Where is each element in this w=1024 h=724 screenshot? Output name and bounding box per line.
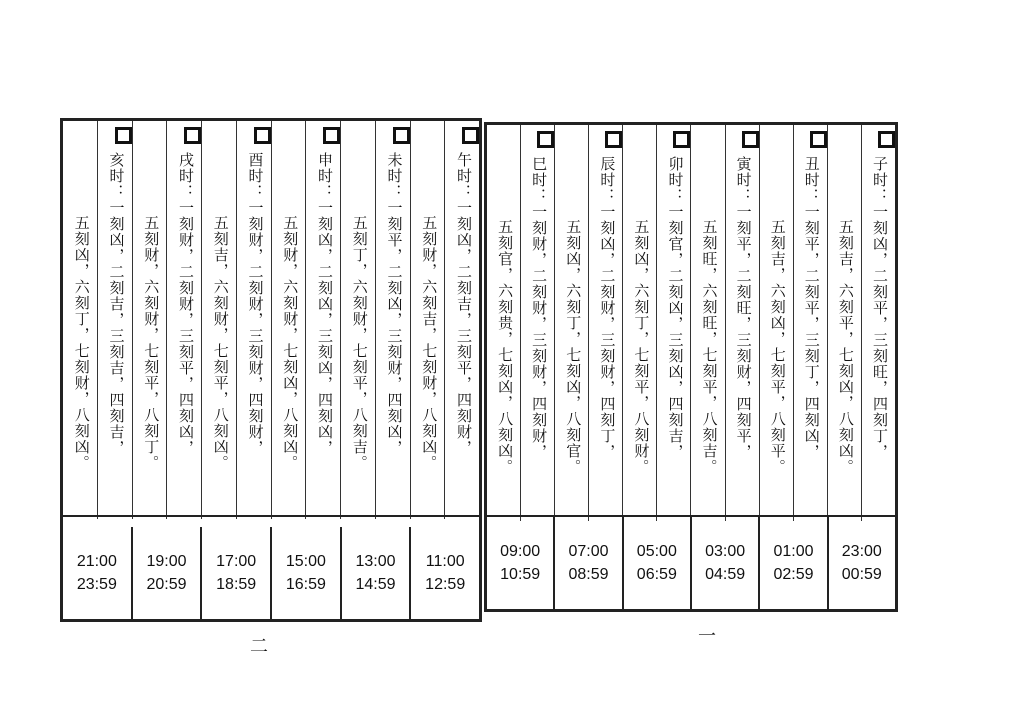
continuation-column xyxy=(133,121,168,519)
time-end: 00:59 xyxy=(841,566,882,583)
time-range-cell xyxy=(555,517,623,609)
column-text: 未时：一刻平，二刻凶，三刻财，四刻凶， xyxy=(385,152,404,456)
hour-column xyxy=(657,125,691,521)
hour-column xyxy=(376,121,411,519)
column-text: 五刻吉，六刻财，七刻平，八刻凶。 xyxy=(211,215,230,471)
checkbox-square-icon xyxy=(537,131,554,148)
time-end: 14:59 xyxy=(355,576,396,593)
column-text: 巳时：一刻财，二刻财，三刻财，四刻财， xyxy=(530,156,549,460)
continuation-column xyxy=(623,125,657,521)
left-page xyxy=(60,118,482,622)
time-end: 12:59 xyxy=(425,576,466,593)
left-columns xyxy=(63,121,479,519)
checkbox-square-icon xyxy=(810,131,827,148)
time-start: 19:00 xyxy=(146,553,187,570)
time-start: 17:00 xyxy=(216,553,257,570)
column-text: 五刻官，六刻贵，七刻凶，八刻凶。 xyxy=(496,219,515,475)
column-text: 寅时：一刻平，二刻旺，三刻财，四刻平， xyxy=(734,156,753,460)
left-time-row xyxy=(63,515,479,619)
continuation-column xyxy=(272,121,307,519)
checkbox-square-icon xyxy=(323,127,340,144)
time-start: 09:00 xyxy=(500,543,541,560)
time-start: 05:00 xyxy=(636,543,677,560)
column-text: 五刻吉，六刻凶，七刻平，八刻平。 xyxy=(768,219,787,475)
hour-column xyxy=(445,121,479,519)
time-end: 18:59 xyxy=(216,576,257,593)
time-range-cell xyxy=(624,517,692,609)
continuation-column xyxy=(691,125,725,521)
time-range-cell xyxy=(63,527,133,619)
checkbox-square-icon xyxy=(115,127,132,144)
continuation-column xyxy=(760,125,794,521)
continuation-column xyxy=(411,121,446,519)
time-range-cell xyxy=(411,527,479,619)
time-start: 01:00 xyxy=(773,543,814,560)
column-text: 丑时：一刻平，二刻平，三刻丁，四刻凶， xyxy=(802,156,821,460)
right-time-row xyxy=(487,515,895,609)
hour-column xyxy=(726,125,760,521)
column-text: 五刻财，六刻财，七刻凶，八刻凶。 xyxy=(281,215,300,471)
checkbox-square-icon xyxy=(393,127,410,144)
time-start: 21:00 xyxy=(76,553,117,570)
continuation-column xyxy=(202,121,237,519)
hour-column xyxy=(862,125,895,521)
continuation-column xyxy=(555,125,589,521)
time-start: 15:00 xyxy=(285,553,326,570)
time-range-cell xyxy=(202,527,272,619)
time-end: 16:59 xyxy=(285,576,326,593)
continuation-column xyxy=(487,125,521,521)
hour-column xyxy=(521,125,555,521)
column-text: 卯时：一刻官，二刻凶，三刻凶，四刻吉， xyxy=(666,156,685,460)
checkbox-square-icon xyxy=(605,131,622,148)
column-text: 五刻财，六刻财，七刻平，八刻丁。 xyxy=(142,215,161,471)
time-range-cell xyxy=(487,517,555,609)
time-end: 23:59 xyxy=(76,576,117,593)
time-range-cell xyxy=(342,527,412,619)
time-end: 02:59 xyxy=(773,566,814,583)
continuation-column xyxy=(828,125,862,521)
column-text: 午时：一刻凶，二刻吉，三刻平，四刻财， xyxy=(455,152,473,456)
time-range-cell xyxy=(272,527,342,619)
hour-column xyxy=(167,121,202,519)
checkbox-square-icon xyxy=(462,127,479,144)
column-text: 五刻旺，六刻旺，七刻平，八刻吉。 xyxy=(700,219,719,475)
checkbox-square-icon xyxy=(184,127,201,144)
column-text: 辰时：一刻凶，二刻财，三刻财，四刻丁， xyxy=(598,156,617,460)
hour-column xyxy=(306,121,341,519)
column-text: 酉时：一刻财，二刻财，三刻财，四刻财， xyxy=(246,152,265,456)
hour-column xyxy=(589,125,623,521)
column-text: 五刻凶，六刻丁，七刻凶，八刻官。 xyxy=(564,219,583,475)
continuation-column xyxy=(341,121,376,519)
continuation-column xyxy=(63,121,98,519)
column-text: 申时：一刻凶，二刻凶，三刻凶，四刻凶， xyxy=(316,152,334,456)
time-end: 20:59 xyxy=(146,576,187,593)
column-text: 五刻财，六刻吉，七刻财，八刻凶。 xyxy=(420,215,439,471)
column-text: 五刻凶，六刻丁，七刻平，八刻财。 xyxy=(632,219,651,475)
time-start: 13:00 xyxy=(355,553,396,570)
checkbox-square-icon xyxy=(878,131,895,148)
time-range-cell xyxy=(133,527,203,619)
hour-column xyxy=(98,121,133,519)
time-end: 10:59 xyxy=(500,566,541,583)
time-end: 04:59 xyxy=(705,566,746,583)
page-number-left: 二 xyxy=(250,636,268,657)
time-range-cell xyxy=(692,517,760,609)
page-number-right: 一 xyxy=(698,626,716,647)
time-end: 08:59 xyxy=(568,566,609,583)
right-page xyxy=(484,122,898,612)
column-text: 五刻丁，六刻财，七刻平，八刻吉。 xyxy=(350,215,369,471)
column-text: 戌时：一刻财，二刻财，三刻平，四刻凶， xyxy=(177,152,195,456)
column-text: 子时：一刻凶，二刻平，三刻旺，四刻丁， xyxy=(870,156,889,460)
hour-column xyxy=(237,121,272,519)
time-end: 06:59 xyxy=(636,566,677,583)
column-text: 五刻凶，六刻丁，七刻财，八刻凶。 xyxy=(72,215,91,471)
time-range-cell xyxy=(760,517,828,609)
time-start: 23:00 xyxy=(841,543,882,560)
checkbox-square-icon xyxy=(254,127,271,144)
time-start: 03:00 xyxy=(705,543,746,560)
checkbox-square-icon xyxy=(673,131,690,148)
time-start: 11:00 xyxy=(425,553,465,570)
column-text: 亥时：一刻凶，二刻吉，三刻吉，四刻吉， xyxy=(107,152,126,456)
checkbox-square-icon xyxy=(742,131,759,148)
time-range-cell xyxy=(829,517,895,609)
right-columns xyxy=(487,125,895,521)
hour-column xyxy=(794,125,828,521)
column-text: 五刻吉，六刻平，七刻凶，八刻凶。 xyxy=(836,219,855,475)
time-start: 07:00 xyxy=(568,543,609,560)
